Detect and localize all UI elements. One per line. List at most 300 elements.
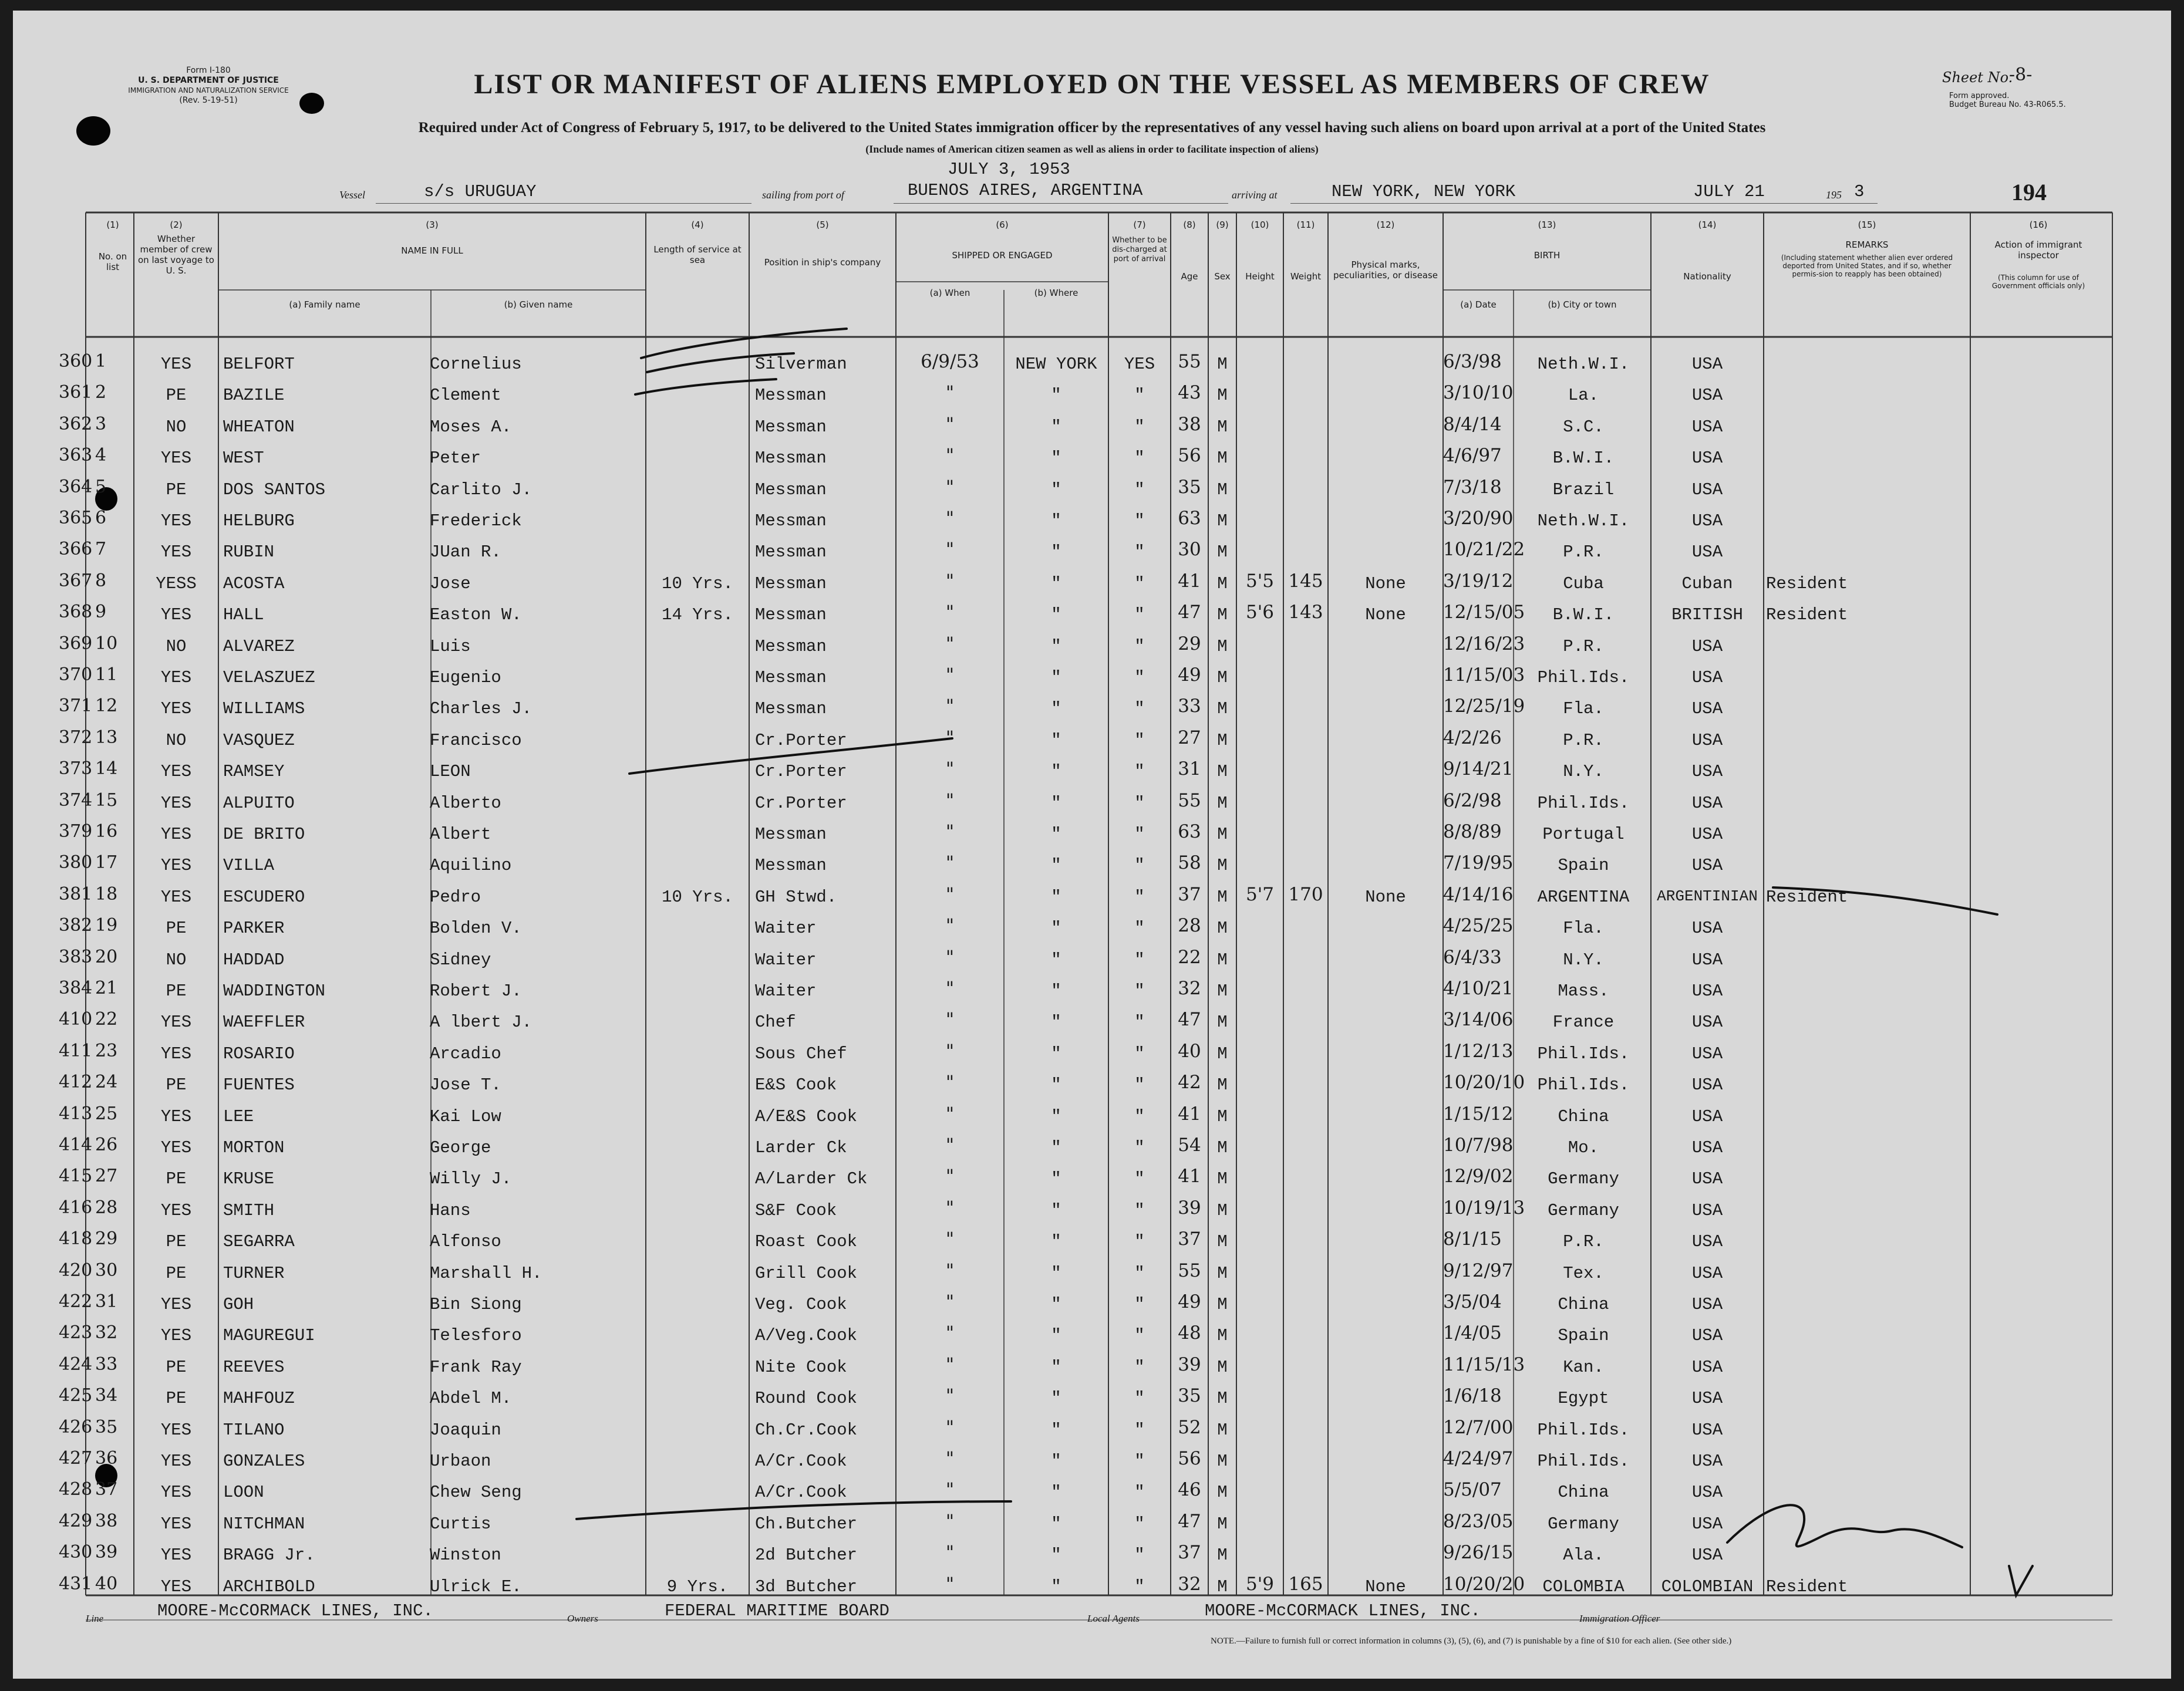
list-number: 39 bbox=[95, 1542, 118, 1563]
manifest-ref-number: 412 bbox=[59, 1072, 93, 1093]
nationality: COLOMBIAN bbox=[1661, 1577, 1754, 1597]
shipped-when: " bbox=[945, 758, 955, 780]
given-name: Willy J. bbox=[430, 1169, 512, 1189]
age: 58 bbox=[1178, 852, 1201, 874]
birth-city: China bbox=[1558, 1483, 1609, 1503]
position: Silverman bbox=[755, 355, 847, 374]
line-value: MOORE-McCORMACK LINES, INC. bbox=[157, 1601, 433, 1621]
length-of-service: 10 Yrs. bbox=[662, 887, 733, 907]
position: Messman bbox=[755, 386, 827, 406]
shipped-where: " bbox=[1051, 1169, 1061, 1189]
shipped-where: " bbox=[1051, 1483, 1061, 1503]
manifest-ref-number: 413 bbox=[59, 1103, 93, 1124]
discharged-at-arrival: " bbox=[1134, 480, 1145, 499]
age: 47 bbox=[1178, 602, 1201, 623]
sail-port: BUENOS AIRES, ARGENTINA bbox=[908, 181, 1143, 200]
list-number: 25 bbox=[95, 1103, 118, 1124]
birth-city: Germany bbox=[1548, 1200, 1619, 1220]
manifest-ref-number: 415 bbox=[59, 1166, 93, 1187]
shipped-when: " bbox=[945, 915, 955, 937]
position: A/Larder Ck bbox=[755, 1169, 868, 1189]
list-number: 20 bbox=[95, 946, 118, 967]
sex: M bbox=[1217, 1420, 1228, 1440]
nationality: USA bbox=[1691, 1138, 1723, 1157]
birth-city: China bbox=[1558, 1106, 1609, 1126]
family-name: PARKER bbox=[223, 919, 285, 939]
age: 41 bbox=[1178, 570, 1201, 592]
family-name: LOON bbox=[223, 1483, 264, 1503]
position: Ch.Butcher bbox=[755, 1514, 858, 1534]
line-label: Line bbox=[86, 1613, 104, 1624]
list-number: 40 bbox=[95, 1573, 118, 1594]
shipped-when: " bbox=[945, 1542, 955, 1564]
list-number: 30 bbox=[95, 1260, 118, 1281]
birth-city: P.R. bbox=[1563, 542, 1604, 562]
shipped-when: " bbox=[945, 508, 955, 529]
given-name: Francisco bbox=[430, 730, 522, 750]
list-number: 17 bbox=[95, 852, 118, 873]
length-of-service: 10 Yrs. bbox=[662, 573, 733, 593]
given-name: Clement bbox=[430, 386, 501, 406]
manifest-ref-number: 424 bbox=[59, 1354, 93, 1375]
birth-city: Mass. bbox=[1558, 981, 1609, 1001]
birth-date: 1/15/12 bbox=[1443, 1103, 1514, 1125]
manifest-ref-number: 425 bbox=[59, 1385, 93, 1406]
list-number: 18 bbox=[95, 883, 118, 904]
age: 46 bbox=[1178, 1479, 1201, 1501]
member-last-voyage: YES bbox=[160, 1514, 192, 1534]
shipped-where: " bbox=[1051, 1389, 1061, 1409]
arrival-date: JULY 21 bbox=[1693, 182, 1765, 201]
sex: M bbox=[1217, 605, 1228, 625]
member-last-voyage: PE bbox=[166, 981, 187, 1001]
list-number: 9 bbox=[95, 602, 107, 623]
nationality: USA bbox=[1691, 793, 1723, 813]
member-last-voyage: YES bbox=[160, 1577, 192, 1597]
position: Cr.Porter bbox=[755, 793, 847, 813]
nationality: USA bbox=[1691, 1044, 1723, 1064]
position: Messman bbox=[755, 542, 827, 562]
birth-date: 3/14/06 bbox=[1443, 1009, 1514, 1031]
given-name: Luis bbox=[430, 636, 471, 656]
page-stamp: 194 bbox=[2011, 179, 2047, 205]
nationality: USA bbox=[1691, 1232, 1723, 1252]
shipped-where: " bbox=[1051, 1200, 1061, 1220]
nationality: BRITISH bbox=[1671, 605, 1743, 625]
position: Larder Ck bbox=[755, 1138, 847, 1157]
position: 3d Butcher bbox=[755, 1577, 858, 1597]
shipped-where: " bbox=[1051, 1452, 1061, 1471]
birth-city: B.W.I. bbox=[1552, 605, 1615, 625]
family-name: VELASZUEZ bbox=[223, 668, 315, 687]
header-birth-city: (b) City or town bbox=[1548, 299, 1617, 310]
birth-date: 6/4/33 bbox=[1443, 946, 1502, 968]
family-name: RUBIN bbox=[223, 542, 275, 562]
birth-date: 8/1/15 bbox=[1443, 1228, 1502, 1250]
length-of-service: 9 Yrs. bbox=[666, 1577, 729, 1597]
shipped-when: " bbox=[945, 413, 955, 435]
list-number: 12 bbox=[95, 696, 118, 717]
position: Roast Cook bbox=[755, 1232, 858, 1252]
list-number: 22 bbox=[95, 1009, 118, 1030]
member-last-voyage: PE bbox=[166, 1075, 187, 1095]
manifest-ref-number: 368 bbox=[59, 602, 93, 623]
weight: 143 bbox=[1288, 602, 1323, 623]
nationality: USA bbox=[1691, 1420, 1723, 1440]
shipped-where: " bbox=[1051, 668, 1061, 687]
position: Messman bbox=[755, 699, 827, 719]
birth-city: Kan. bbox=[1563, 1357, 1604, 1377]
manifest-ref-number: 418 bbox=[59, 1228, 93, 1250]
age: 47 bbox=[1178, 1009, 1201, 1031]
shipped-where: " bbox=[1051, 1514, 1061, 1534]
nationality: USA bbox=[1691, 699, 1723, 719]
member-last-voyage: YES bbox=[160, 1452, 192, 1471]
col-num-15: (15) bbox=[1858, 220, 1876, 230]
budget-number: Budget Bureau No. 43-R065.5. bbox=[1949, 100, 2066, 109]
shipped-where: " bbox=[1051, 1012, 1061, 1032]
birth-date: 3/20/90 bbox=[1443, 508, 1514, 529]
remarks: Resident bbox=[1766, 1577, 1848, 1597]
header-height: Height bbox=[1245, 271, 1275, 282]
list-number: 16 bbox=[95, 821, 118, 842]
discharged-at-arrival: " bbox=[1134, 605, 1145, 625]
shipped-where: NEW YORK bbox=[1015, 355, 1097, 374]
header-family-name: (a) Family name bbox=[289, 299, 360, 310]
manifest-ref-number: 380 bbox=[59, 852, 93, 873]
discharged-at-arrival: " bbox=[1134, 1357, 1145, 1377]
age: 55 bbox=[1178, 1260, 1201, 1281]
shipped-where: " bbox=[1051, 542, 1061, 562]
member-last-voyage: YES bbox=[160, 762, 192, 782]
col-num-10: (10) bbox=[1251, 220, 1269, 230]
shipped-when: " bbox=[945, 1291, 955, 1312]
member-last-voyage: NO bbox=[166, 417, 187, 437]
age: 31 bbox=[1178, 758, 1201, 780]
nationality: USA bbox=[1691, 480, 1723, 499]
member-last-voyage: PE bbox=[166, 1169, 187, 1189]
discharged-at-arrival: " bbox=[1134, 919, 1145, 939]
shipped-where: " bbox=[1051, 1357, 1061, 1377]
remarks: Resident bbox=[1766, 605, 1848, 625]
sex: M bbox=[1217, 386, 1228, 406]
manifest-ref-number: 367 bbox=[59, 570, 93, 591]
family-name: BAZILE bbox=[223, 386, 285, 406]
sex: M bbox=[1217, 668, 1228, 687]
col-num-4: (4) bbox=[691, 220, 704, 230]
birth-date: 10/19/13 bbox=[1443, 1197, 1525, 1219]
col-num-11: (11) bbox=[1296, 220, 1315, 230]
birth-city: P.R. bbox=[1563, 636, 1604, 656]
list-number: 14 bbox=[95, 758, 118, 779]
position: Messman bbox=[755, 448, 827, 468]
list-number: 3 bbox=[95, 413, 107, 434]
header-length-service: Length of service at sea bbox=[653, 244, 742, 265]
age: 48 bbox=[1178, 1322, 1201, 1344]
age: 55 bbox=[1178, 351, 1201, 372]
manifest-ref-number: 361 bbox=[59, 382, 93, 403]
birth-city: P.R. bbox=[1563, 730, 1604, 750]
family-name: RAMSEY bbox=[223, 762, 285, 782]
sex: M bbox=[1217, 1545, 1228, 1565]
sex: M bbox=[1217, 1138, 1228, 1157]
nationality: USA bbox=[1691, 636, 1723, 656]
nationality: USA bbox=[1691, 1326, 1723, 1346]
member-last-voyage: YES bbox=[160, 511, 192, 531]
shipped-when: " bbox=[945, 539, 955, 561]
member-last-voyage: YESS bbox=[156, 573, 197, 593]
family-name: WILLIAMS bbox=[223, 699, 305, 719]
shipped-when: " bbox=[945, 382, 955, 404]
age: 38 bbox=[1178, 413, 1201, 435]
col-num-13: (13) bbox=[1538, 220, 1556, 230]
nationality: USA bbox=[1691, 668, 1723, 687]
nationality: USA bbox=[1691, 1012, 1723, 1032]
given-name: Joaquin bbox=[430, 1420, 501, 1440]
shipped-when: " bbox=[945, 602, 955, 623]
position: A/Cr.Cook bbox=[755, 1483, 847, 1503]
physical-marks: None bbox=[1365, 605, 1406, 625]
sex: M bbox=[1217, 511, 1228, 531]
shipped-when: " bbox=[945, 1228, 955, 1250]
birth-city: Cuba bbox=[1563, 573, 1604, 593]
manifest-ref-number: 364 bbox=[59, 476, 93, 497]
family-name: LEE bbox=[223, 1106, 254, 1126]
birth-city: S.C. bbox=[1563, 417, 1604, 437]
shipped-where: " bbox=[1051, 950, 1061, 970]
sheet-no-label: Sheet No. bbox=[1942, 69, 2013, 86]
length-of-service: 14 Yrs. bbox=[662, 605, 733, 625]
family-name: DOS SANTOS bbox=[223, 480, 326, 499]
shipped-where: " bbox=[1051, 825, 1061, 844]
member-last-voyage: YES bbox=[160, 825, 192, 844]
col-num-14: (14) bbox=[1698, 220, 1717, 230]
member-last-voyage: YES bbox=[160, 355, 192, 374]
age: 63 bbox=[1178, 821, 1201, 842]
manifest-ref-number: 373 bbox=[59, 758, 93, 779]
position: 2d Butcher bbox=[755, 1545, 858, 1565]
manifest-ref-number: 411 bbox=[59, 1040, 93, 1061]
form-approved: Form approved. bbox=[1949, 92, 2010, 100]
birth-city: Germany bbox=[1548, 1514, 1619, 1534]
shipped-where: " bbox=[1051, 448, 1061, 468]
member-last-voyage: PE bbox=[166, 480, 187, 499]
shipped-when: " bbox=[945, 1416, 955, 1438]
birth-date: 3/19/12 bbox=[1443, 570, 1514, 592]
given-name: Jose T. bbox=[430, 1075, 501, 1095]
birth-date: 6/2/98 bbox=[1443, 789, 1502, 811]
manifest-ref-number: 370 bbox=[59, 664, 93, 685]
discharged-at-arrival: " bbox=[1134, 981, 1145, 1001]
family-name: FUENTES bbox=[223, 1075, 295, 1095]
shipped-where: " bbox=[1051, 1326, 1061, 1346]
discharged-at-arrival: " bbox=[1134, 1075, 1145, 1095]
nationality: USA bbox=[1691, 1106, 1723, 1126]
service-name: IMMIGRATION AND NATURALIZATION SERVICE bbox=[128, 86, 289, 94]
list-number: 31 bbox=[95, 1291, 118, 1312]
position: Messman bbox=[755, 605, 827, 625]
given-name: Peter bbox=[430, 448, 481, 468]
member-last-voyage: YES bbox=[160, 1420, 192, 1440]
birth-date: 10/20/20 bbox=[1443, 1573, 1525, 1595]
position: A/E&S Cook bbox=[755, 1106, 858, 1126]
shipped-when: " bbox=[945, 1197, 955, 1219]
birth-city: France bbox=[1552, 1012, 1615, 1032]
header-action: Action of immigrant inspector bbox=[1994, 239, 2082, 261]
family-name: VASQUEZ bbox=[223, 730, 295, 750]
shipped-when: 6/9/53 bbox=[921, 351, 979, 372]
birth-city: P.R. bbox=[1563, 1232, 1604, 1252]
shipped-where: " bbox=[1051, 573, 1061, 593]
discharged-at-arrival: " bbox=[1134, 668, 1145, 687]
birth-city: Phil.Ids. bbox=[1537, 793, 1630, 813]
birth-date: 8/4/14 bbox=[1443, 413, 1502, 435]
member-last-voyage: NO bbox=[166, 730, 187, 750]
family-name: ALVAREZ bbox=[223, 636, 295, 656]
shipped-where: " bbox=[1051, 919, 1061, 939]
sex: M bbox=[1217, 1200, 1228, 1220]
list-number: 1 bbox=[95, 351, 107, 372]
age: 30 bbox=[1178, 539, 1201, 561]
form-revision: (Rev. 5-19-51) bbox=[179, 96, 238, 105]
birth-city: Mo. bbox=[1568, 1138, 1599, 1157]
position: A/Cr.Cook bbox=[755, 1452, 847, 1471]
manifest-ref-number: 379 bbox=[59, 821, 93, 842]
manifest-ref-number: 431 bbox=[59, 1573, 93, 1594]
discharged-at-arrival: " bbox=[1134, 887, 1145, 907]
discharged-at-arrival: " bbox=[1134, 1514, 1145, 1534]
given-name: Sidney bbox=[430, 950, 491, 970]
discharged-at-arrival: " bbox=[1134, 1106, 1145, 1126]
shipped-where: " bbox=[1051, 480, 1061, 499]
list-number: 28 bbox=[95, 1197, 118, 1218]
birth-city: China bbox=[1558, 1295, 1609, 1314]
sex: M bbox=[1217, 1389, 1228, 1409]
shipped-when: " bbox=[945, 1322, 955, 1344]
sex: M bbox=[1217, 573, 1228, 593]
member-last-voyage: YES bbox=[160, 1106, 192, 1126]
discharged-at-arrival: " bbox=[1134, 1200, 1145, 1220]
nationality: Cuban bbox=[1681, 573, 1733, 593]
discharged-at-arrival: YES bbox=[1124, 355, 1155, 374]
given-name: Pedro bbox=[430, 887, 481, 907]
family-name: GONZALES bbox=[223, 1452, 305, 1471]
nationality: USA bbox=[1691, 1169, 1723, 1189]
discharged-at-arrival: " bbox=[1134, 1483, 1145, 1503]
member-last-voyage: PE bbox=[166, 1357, 187, 1377]
sex: M bbox=[1217, 542, 1228, 562]
discharged-at-arrival: " bbox=[1134, 511, 1145, 531]
nationality: USA bbox=[1691, 1357, 1723, 1377]
given-name: Bin Siong bbox=[430, 1295, 522, 1314]
position: Waiter bbox=[755, 981, 817, 1001]
given-name: Easton W. bbox=[430, 605, 522, 625]
position: Messman bbox=[755, 417, 827, 437]
birth-date: 8/23/05 bbox=[1443, 1510, 1514, 1532]
given-name: Frank Ray bbox=[430, 1357, 522, 1377]
birth-city: Phil.Ids. bbox=[1537, 1420, 1630, 1440]
birth-city: N.Y. bbox=[1563, 950, 1604, 970]
year-prefix: 195 bbox=[1826, 189, 1842, 201]
birth-date: 12/7/00 bbox=[1443, 1416, 1514, 1438]
age: 41 bbox=[1178, 1166, 1201, 1187]
list-number: 6 bbox=[95, 508, 107, 528]
header-member-last-voyage: Whether member of crew on last voyage to U. S. bbox=[138, 234, 214, 276]
manifest-ref-number: 428 bbox=[59, 1479, 93, 1500]
member-last-voyage: PE bbox=[166, 386, 187, 406]
family-name: MORTON bbox=[223, 1138, 285, 1157]
weight: 170 bbox=[1288, 883, 1323, 905]
given-name: Cornelius bbox=[430, 355, 522, 374]
shipped-when: " bbox=[945, 1009, 955, 1031]
list-number: 7 bbox=[95, 539, 107, 560]
nationality: USA bbox=[1691, 762, 1723, 782]
position: Waiter bbox=[755, 919, 817, 939]
sex: M bbox=[1217, 448, 1228, 468]
discharged-at-arrival: " bbox=[1134, 1012, 1145, 1032]
sex: M bbox=[1217, 355, 1228, 374]
list-number: 13 bbox=[95, 727, 118, 748]
manifest-ref-number: 422 bbox=[59, 1291, 93, 1312]
birth-city: B.W.I. bbox=[1552, 448, 1615, 468]
birth-date: 11/15/03 bbox=[1443, 664, 1525, 686]
given-name: Carlito J. bbox=[430, 480, 532, 499]
nationality: USA bbox=[1691, 1263, 1723, 1283]
member-last-voyage: YES bbox=[160, 699, 192, 719]
birth-city: Phil.Ids. bbox=[1537, 668, 1630, 687]
manifest-ref-number: 414 bbox=[59, 1135, 93, 1155]
shipped-where: " bbox=[1051, 386, 1061, 406]
list-number: 35 bbox=[95, 1416, 118, 1437]
position: Messman bbox=[755, 668, 827, 687]
age: 47 bbox=[1178, 1510, 1201, 1532]
family-name: SEGARRA bbox=[223, 1232, 295, 1252]
shipped-where: " bbox=[1051, 699, 1061, 719]
nationality: USA bbox=[1691, 730, 1723, 750]
header-age: Age bbox=[1181, 271, 1198, 282]
birth-date: 1/4/05 bbox=[1443, 1322, 1502, 1344]
shipped-when: " bbox=[945, 1040, 955, 1062]
list-number: 32 bbox=[95, 1322, 118, 1344]
list-number: 5 bbox=[95, 476, 107, 497]
header-birth: BIRTH bbox=[1533, 250, 1561, 261]
header-no-on-list: No. on list bbox=[98, 251, 127, 272]
age: 56 bbox=[1178, 1448, 1201, 1469]
header-birth-date: (a) Date bbox=[1460, 299, 1497, 310]
member-last-voyage: YES bbox=[160, 448, 192, 468]
birth-date: 11/15/13 bbox=[1443, 1354, 1525, 1375]
member-last-voyage: NO bbox=[166, 950, 187, 970]
age: 40 bbox=[1178, 1040, 1201, 1062]
sail-date: JULY 3, 1953 bbox=[948, 160, 1070, 179]
birth-date: 10/21/22 bbox=[1443, 539, 1525, 561]
birth-city: Tex. bbox=[1563, 1263, 1604, 1283]
shipped-when: " bbox=[945, 852, 955, 874]
shipped-where: " bbox=[1051, 1106, 1061, 1126]
member-last-voyage: YES bbox=[160, 856, 192, 876]
given-name: Aquilino bbox=[430, 856, 512, 876]
header-remarks: REMARKS bbox=[1845, 239, 1889, 250]
manifest-ref-number: 382 bbox=[59, 915, 93, 936]
birth-date: 12/25/19 bbox=[1443, 696, 1525, 717]
family-name: REEVES bbox=[223, 1357, 285, 1377]
family-name: MAHFOUZ bbox=[223, 1389, 295, 1409]
shipped-when: " bbox=[945, 664, 955, 686]
sex: M bbox=[1217, 762, 1228, 782]
position: Round Cook bbox=[755, 1389, 858, 1409]
height: 5'5 bbox=[1246, 570, 1274, 592]
family-name: GOH bbox=[223, 1295, 254, 1314]
